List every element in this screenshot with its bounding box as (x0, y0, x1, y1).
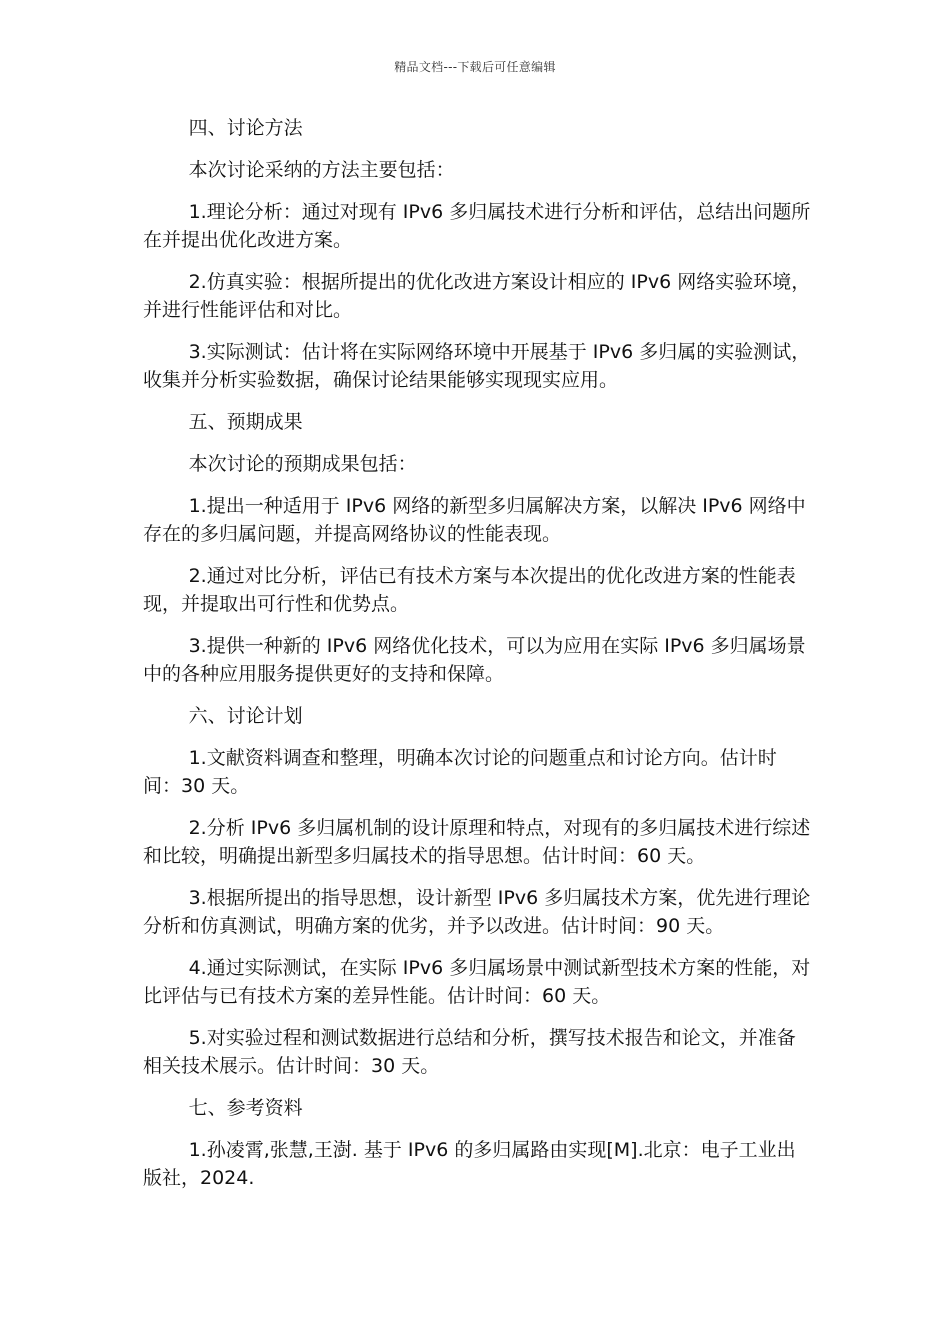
paragraph: 本次讨论的预期成果包括： (188, 453, 417, 475)
reference-item: 1.孙凌霄,张慧,王澍. 基于 IPv6 的多归属路由实现[M].北京：电子工业出版社，2024. (143, 1139, 796, 1189)
list-item: 4.通过实际测试，在实际 IPv6 多归属场景中测试新型技术方案的性能，对比评估与已有技术方案的差异性能。估计时间：60 天。 (143, 957, 811, 1007)
section-heading-plan: 六、讨论计划 (188, 705, 303, 727)
list-item: 3.提供一种新的 IPv6 网络优化技术，可以为应用在实际 IPv6 多归属场景中的各种应用服务提供更好的支持和保障。 (143, 635, 806, 685)
list-item: 5.对实验过程和测试数据进行总结和分析，撰写技术报告和论文，并准备相关技术展示。估计时间：30 天。 (143, 1027, 796, 1077)
page-header: 精品文档---下载后可任意编辑 (394, 60, 556, 74)
list-item: 2.分析 IPv6 多归属机制的设计原理和特点，对现有的多归属技术进行综述和比较，明确提出新型多归属技术的指导思想。估计时间：60 天。 (143, 817, 811, 867)
document-body (143, 114, 811, 1206)
list-item: 1.提出一种适用于 IPv6 网络的新型多归属解决方案，以解决 IPv6 网络中存在的多归属问题，并提高网络协议的性能表现。 (143, 495, 806, 545)
list-item: 1.文献资料调查和整理，明确本次讨论的问题重点和讨论方向。估计时间：30 天。 (143, 747, 777, 797)
section-heading-methods: 四、讨论方法 (188, 117, 303, 139)
list-item: 3.根据所提出的指导思想，设计新型 IPv6 多归属技术方案，优先进行理论分析和仿真测试，明确方案的优劣，并予以改进。估计时间：90 天。 (143, 887, 811, 937)
list-item: 2.通过对比分析，评估已有技术方案与本次提出的优化改进方案的性能表现，并提取出可行性和优势点。 (143, 565, 796, 615)
paragraph: 本次讨论采纳的方法主要包括： (188, 159, 455, 181)
list-item: 1.理论分析：通过对现有 IPv6 多归属技术进行分析和评估，总结出问题所在并提出优化改进方案。 (143, 201, 811, 251)
section-heading-references: 七、参考资料 (188, 1097, 303, 1119)
list-item: 2.仿真实验：根据所提出的优化改进方案设计相应的 IPv6 网络实验环境，并进行性能评估和对比。 (143, 271, 811, 321)
section-heading-outcomes: 五、预期成果 (188, 411, 303, 433)
list-item: 3.实际测试：估计将在实际网络环境中开展基于 IPv6 多归属的实验测试，收集并分析实验数据，确保讨论结果能够实现现实应用。 (143, 341, 811, 391)
